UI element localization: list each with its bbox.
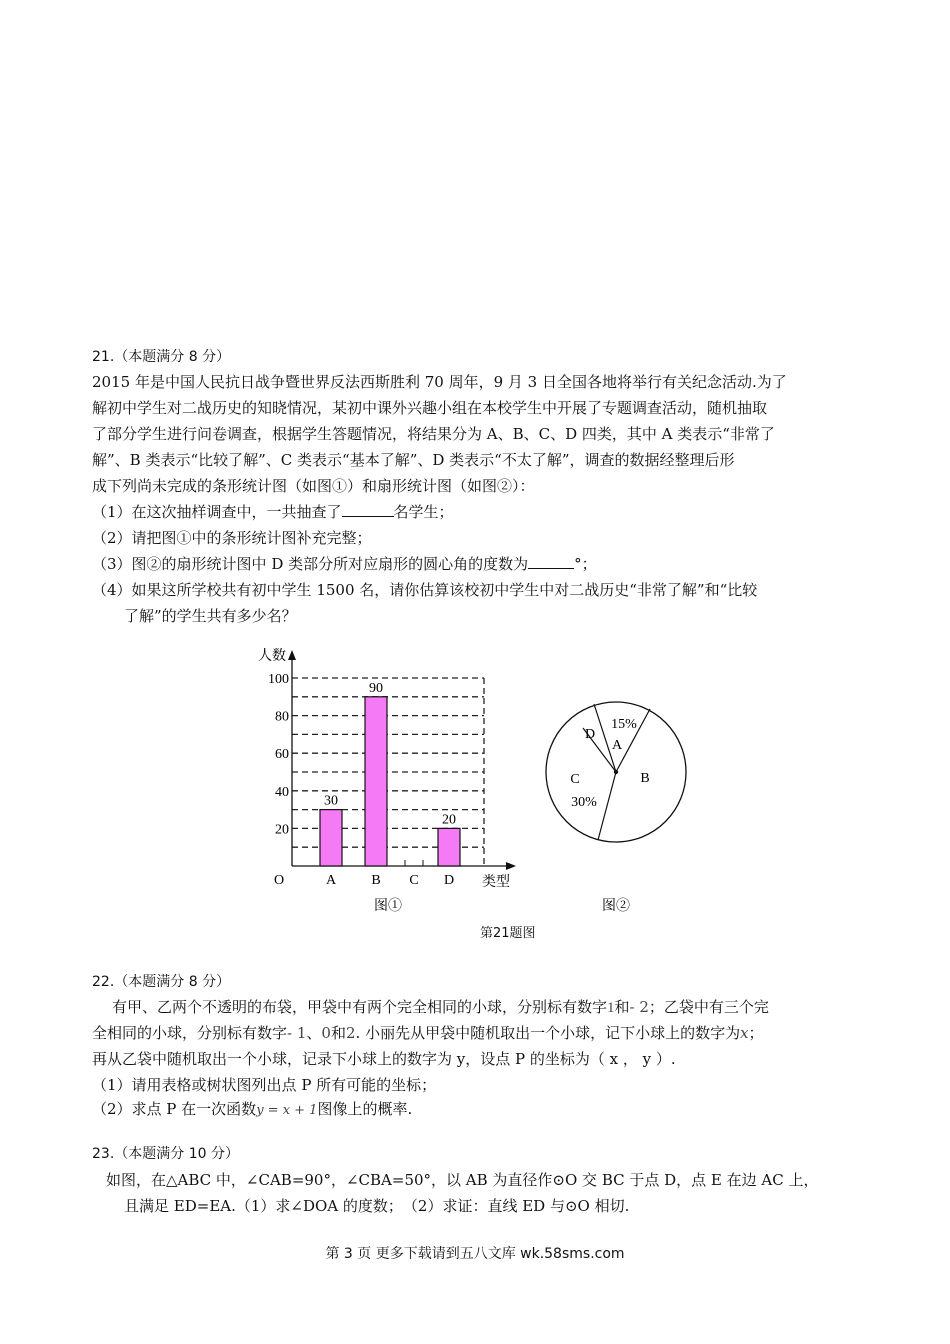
bar-D (438, 828, 460, 866)
q21-header: 21.（本题满分 8 分） (92, 349, 231, 365)
q22-function: y = x + 1 (256, 1103, 318, 1118)
q21-sub-1 (92, 500, 862, 524)
q22-number: - 1 (287, 1024, 307, 1042)
data-label: 30 (324, 793, 338, 809)
q21-sub-1-text: （1）在这次抽样调查中，一共抽查了 (92, 503, 342, 521)
bar-chart (258, 647, 516, 914)
q22-text: （2）求点 P 在一次函数 (92, 1100, 257, 1118)
q22-line-2 (92, 1021, 862, 1045)
q21-sub-4-cont: 了解”的学生共有多少名？ (124, 607, 297, 625)
pie-chart-title: 图② (602, 899, 630, 914)
answer-blank[interactable] (528, 554, 574, 569)
q22-line-1 (112, 995, 882, 1020)
y-tick-label: 40 (275, 784, 289, 800)
q22-sub-1: （1）请用表格或树状图列出点 P 所有可能的坐标； (92, 1076, 437, 1094)
y-axis-label: 人数 (258, 649, 286, 664)
answer-blank[interactable] (342, 502, 394, 517)
x-tick-label: A (325, 873, 337, 888)
bar-chart-title: 图① (374, 899, 402, 914)
q22-header: 22.（本题满分 8 分） (92, 974, 231, 990)
q21-line-3: 了部分学生进行问卷调查，根据学生答题情况，将结果分为 A、B、C、D 四类，其中 A 类表示“非常了 (92, 425, 775, 443)
q22-text: ；乙袋中有三个完 (648, 998, 769, 1016)
pie-center (614, 770, 618, 774)
q22-text: 图像上的概率. (317, 1100, 413, 1118)
slice-percent-C: 30% (571, 795, 597, 810)
q22-text: 和 (614, 998, 630, 1016)
y-axis-arrow (288, 650, 296, 660)
q22-line-3: 再从乙袋中随机取出一个小球，记录下小球上的数字为 y，设点 P 的坐标为（ x ， y ）. (92, 1050, 676, 1068)
bar-B (365, 697, 387, 866)
q21-sub-3-text: （3）图②的扇形统计图中 D 类部分所对应扇形的圆心角的度数为 (92, 555, 529, 573)
slice-label-B: B (640, 771, 650, 786)
q22-text: 有甲、乙两个不透明的布袋，甲袋中有两个完全相同的小球，分别标有数字 (112, 998, 608, 1016)
q21-sub-1-tail: 名学生； (393, 503, 454, 521)
q21-sub-4: （4）如果这所学校共有初中学生 1500 名，请你估算该校初中学生中对二战历史“非常了解”和“比较 (92, 581, 758, 599)
y-tick-label: 80 (275, 709, 289, 725)
q22-number: 1 (607, 1000, 615, 1016)
data-label: 20 (442, 812, 456, 828)
q21-line-5: 成下列尚未完成的条形统计图（如图①）和扇形统计图（如图②）： (92, 477, 535, 495)
slice-label-D: D (584, 727, 596, 742)
q21-line-4: 解”、B 类表示“比较了解”、C 类表示“基本了解”、D 类表示“不太了解”，调查的数据经整理后形 (92, 451, 735, 469)
q21-sub-2: （2）请把图①中的条形统计图补充完整； (92, 529, 372, 547)
q22-sub-2 (92, 1097, 862, 1123)
q22-text: . 小丽先从甲袋中随机取出一个小球，记下小球上的数字为 (355, 1024, 741, 1042)
q23-line-2: 且满足 ED=EA.（1）求∠DOA 的度数； （2）求证：直线 ED 与⊙O 相切. (124, 1197, 630, 1215)
q23-header: 23.（本题满分 10 分） (92, 1146, 239, 1162)
q21-sub-3 (92, 552, 862, 576)
y-tick-label: 100 (268, 672, 289, 687)
q21-line-2: 解初中学生对二战历史的知晓情况，某初中课外兴趣小组在本校学生中开展了专题调查活动，随机抽取 (92, 399, 768, 417)
y-tick-label: 20 (275, 822, 289, 838)
x-tick-label: D (443, 873, 455, 888)
slice-label-A: A (611, 738, 623, 753)
q21-sub-3-tail: °； (574, 555, 597, 573)
slice-label-C: C (570, 772, 580, 787)
data-label: 90 (369, 680, 383, 696)
x-tick-label: C (409, 873, 419, 888)
q22-text: 和 (330, 1024, 346, 1042)
q22-text: 全相同的小球，分别标有数字 (92, 1024, 288, 1042)
x-tick-label: B (371, 873, 381, 888)
q22-text: 、 (306, 1024, 322, 1042)
q22-text: ； (748, 1024, 764, 1042)
q22-variable: x (740, 1024, 749, 1042)
figure-caption: 第21题图 (480, 926, 536, 941)
page-footer: 第 3 页 更多下载请到五八文库 wk.58sms.com (325, 1246, 625, 1262)
figure-21 (0, 640, 950, 960)
bar-A (320, 810, 342, 866)
x-axis-label: 类型 (482, 875, 510, 890)
q21-line-1: 2015 年是中国人民抗日战争暨世界反法西斯胜利 70 周年，9 月 3 日全国各地将举行有关纪念活动.为了 (92, 373, 787, 391)
x-axis-arrow (506, 862, 516, 870)
q22-number: - 2 (629, 998, 649, 1016)
y-tick-label: 60 (275, 747, 289, 763)
q22-number: 0 (321, 1024, 331, 1042)
slice-percent-A: 15% (611, 717, 637, 732)
q23-line-1: 如图，在△ABC 中，∠CAB=90°，∠CBA=50°，以 AB 为直径作⊙O 交 BC 于点 D，点 E 在边 AC 上， (106, 1171, 819, 1189)
origin-label: O (274, 873, 285, 888)
pie-chart (546, 702, 686, 914)
q22-number: 2 (345, 1024, 356, 1042)
